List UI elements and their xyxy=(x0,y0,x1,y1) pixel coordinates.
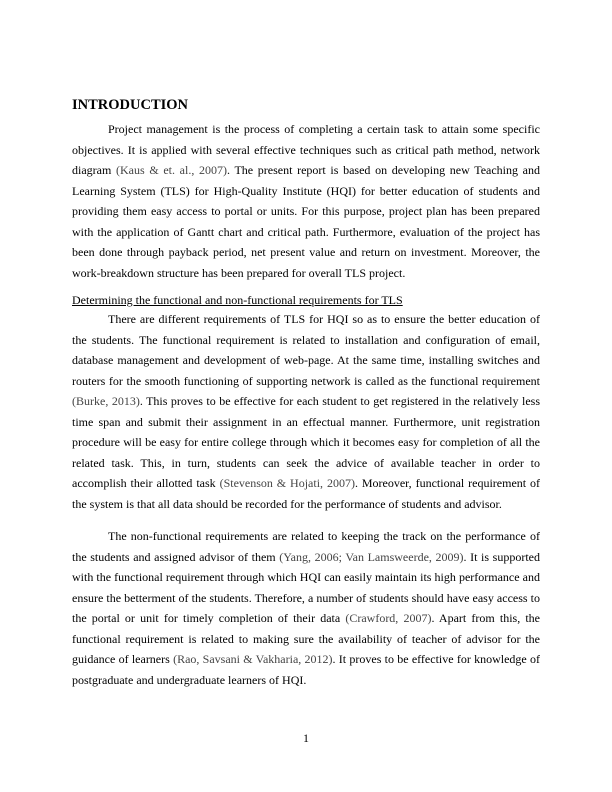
para2-text-2: . This proves to be effective for each student to get registered in the relatively less time span and submit their assignment in an effectual manner. Furthermore, unit registration procedure will be easy for entire college through which it becomes easy for completion of all the related task. This, in turn, students can seek the advice of available teacher in order to accomplish their allotted task xyxy=(72,394,540,490)
functional-requirements-paragraph xyxy=(72,309,540,514)
heading-introduction: INTRODUCTION xyxy=(72,97,189,113)
citation-rao: (Rao, Savsani & Vakharia, 2012) xyxy=(173,652,333,666)
citation-burke: (Burke, 2013) xyxy=(72,394,140,408)
citation-kaus: (Kaus & et. al., 2007) xyxy=(116,163,227,177)
citation-yang: (Yang, 2006; Van Lamsweerde, 2009) xyxy=(279,549,464,564)
para3-text-2: . It is supported with the functional requirement through which HQI can easily maintain its high performance and ensure the betterment of the students. Therefore, a number of students should have easy access to the portal or unit for timely completion of their data xyxy=(72,549,540,625)
page-number: 1 xyxy=(303,731,309,745)
intro-text-2: . The present report is based on developing new Teaching and Learning System (TLS) for High-Quality Institute (HQI) for better education of students and providing them easy access to portal or units. For this purpose, project plan has been prepared with the application of Gantt chart and critical path. Furthermore, evaluation of the project has been done through payback period, net present value and return on investment. Moreover, the work-breakdown structure has been prepared for overall TLS project. xyxy=(72,163,541,280)
para2-text-3: . Moreover, functional requirement of the system is that all data should be recorded for the performance of students and advisor. xyxy=(72,476,540,511)
intro-paragraph xyxy=(72,119,540,283)
section-heading-requirements: Determining the functional and non-functional requirements for TLS xyxy=(72,293,403,307)
citation-crawford: (Crawford, 2007) xyxy=(345,611,432,625)
para2-text-1: There are different requirements of TLS for HQI so as to ensure the better education of the students. The functional requirement is related to installation and configuration of email, database management and development of web-page. At the same time, installing switches and routers for the smooth functioning of supporting network is called as the functional requirement xyxy=(72,312,540,388)
para3-text-4: . It proves to be effective for knowledge of postgraduate and undergraduate learners of HQI. xyxy=(72,652,541,687)
non-functional-requirements-paragraph xyxy=(72,526,540,690)
intro-text-1: Project management is the process of completing a certain task to attain some specific objectives. It is applied with several effective techniques such as critical path method, network diagram xyxy=(72,122,540,177)
page-content xyxy=(72,96,540,690)
para3-text-3: . Apart from this, the functional requirement is related to making sure the availability of teacher of advisor for the guidance of learners xyxy=(72,611,540,666)
citation-stevenson: (Stevenson & Hojati, 2007) xyxy=(219,476,355,490)
para3-text-1: The non-functional requirements are related to keeping the track on the performance of the students and assigned advisor of them xyxy=(72,529,540,564)
